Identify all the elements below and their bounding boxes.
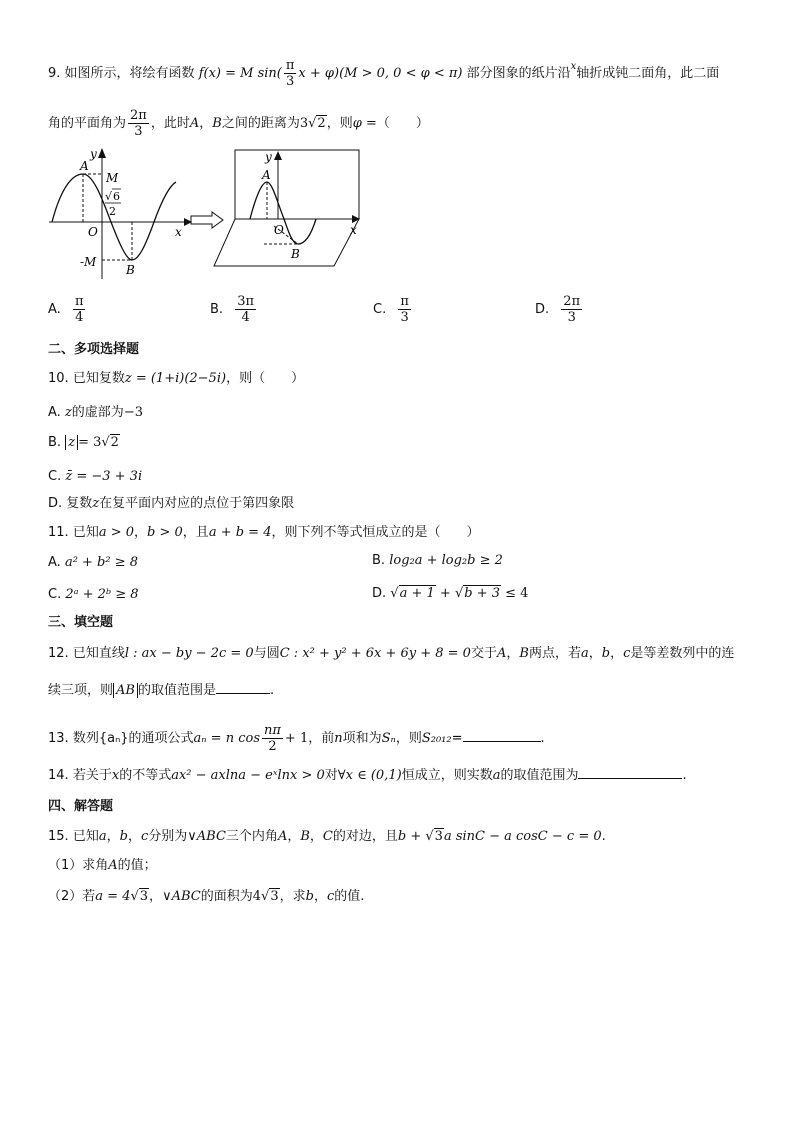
q11-option-b[interactable] bbox=[372, 553, 503, 568]
fig1-negM: -M bbox=[80, 255, 97, 269]
q9-paren: （ ） bbox=[376, 116, 429, 131]
var-A: A bbox=[108, 858, 118, 873]
q11-option-d[interactable]: D. √a + 1 + √b + 3 ≤ 4 bbox=[372, 586, 529, 601]
q9-number: 9. bbox=[48, 66, 61, 81]
given-a: a = 4 bbox=[95, 889, 131, 904]
radicand-2: b + 3 bbox=[464, 586, 501, 601]
q15-part2: （2）若a = 4√3，∨ABC的面积为4√3，求b，c的值. bbox=[48, 889, 365, 904]
q11-number: 11. bbox=[48, 525, 69, 540]
q14-answer-blank[interactable] bbox=[578, 766, 682, 779]
q15-text4: 的对边，且 bbox=[332, 829, 398, 844]
eq-radicand: 3 bbox=[434, 829, 443, 844]
cond-b: b > 0 bbox=[147, 525, 183, 540]
var-a: a bbox=[580, 646, 589, 661]
option-frac: $\frac{\pi}{3}$ bbox=[400, 294, 409, 325]
q12-answer-blank[interactable] bbox=[216, 681, 270, 694]
formula-lhs: aₙ = n cos bbox=[193, 731, 260, 746]
q11-option-c[interactable] bbox=[48, 587, 139, 602]
angle-A: A bbox=[277, 829, 288, 844]
q9-dist-rad: 2 bbox=[317, 116, 326, 131]
option-frac: $\frac{2\pi}{3}$ bbox=[563, 294, 581, 325]
q9-func-frac: $\frac{\pi}{3}$ bbox=[285, 58, 295, 89]
q12-text4: 两点，若 bbox=[528, 646, 581, 661]
fig1-B: B bbox=[126, 263, 135, 277]
option-expr: z̄ = −3 + 3i bbox=[65, 469, 143, 484]
q10-option-d[interactable] bbox=[48, 495, 294, 513]
equals: = bbox=[451, 731, 463, 746]
q15-text2: 分别为 bbox=[148, 829, 188, 844]
q9-option-d[interactable] bbox=[535, 294, 584, 325]
q9-figure-folded bbox=[212, 146, 372, 270]
point-A: A bbox=[496, 646, 507, 661]
q12-text3: 交于 bbox=[470, 646, 497, 661]
q14-text4: 恒成立，则实数 bbox=[401, 768, 493, 783]
var-n: n bbox=[334, 731, 343, 746]
option-label: D. bbox=[48, 496, 63, 511]
sep: ， bbox=[313, 889, 327, 904]
option-text: 的虚部为 bbox=[71, 405, 124, 420]
triangle: ∨ABC bbox=[162, 889, 201, 904]
var-S2012: S₂₀₁₂ bbox=[421, 731, 452, 746]
period: . bbox=[601, 829, 606, 844]
area-radicand: 3 bbox=[270, 889, 279, 904]
q12-number: 12. bbox=[48, 646, 69, 661]
option-label: A. bbox=[48, 302, 61, 317]
part2-end: 的值. bbox=[334, 889, 365, 904]
q12-line2 bbox=[48, 681, 274, 700]
option-expr: a² + b² ≥ 8 bbox=[64, 555, 139, 570]
q14-text1: 若关于 bbox=[72, 768, 112, 783]
q12-text1: 已知直线 bbox=[72, 646, 125, 661]
option-text: 在复平面内对应的点位于第四象限 bbox=[99, 496, 295, 511]
q11-option-a[interactable] bbox=[48, 555, 138, 570]
option-frac: $\frac{3\pi}{4}$ bbox=[237, 294, 255, 325]
option-radicand: 2 bbox=[110, 435, 119, 450]
fig1-M: M bbox=[106, 171, 119, 185]
fig2-x: x bbox=[350, 223, 357, 237]
var-a: a bbox=[492, 768, 501, 783]
q9-func-rhs: x + φ)(M > 0, 0 < φ < π) bbox=[298, 66, 463, 81]
sep: ， bbox=[309, 829, 323, 844]
q15-stem: 15. 已知a，b，c分别为∨ABC三个内角A，B，C的对边，且b + √3a sinC − a cosC − c = 0. bbox=[48, 829, 606, 844]
option-frac: $\frac{\pi}{4}$ bbox=[74, 294, 84, 325]
q10-text2: ，则（ ） bbox=[226, 371, 305, 386]
var-x: x bbox=[111, 768, 120, 783]
option-label: B. bbox=[372, 553, 386, 568]
fig1-O: O bbox=[88, 225, 98, 239]
option-label: C. bbox=[373, 302, 387, 317]
option-label: C. bbox=[48, 469, 62, 484]
period: . bbox=[682, 768, 687, 783]
var-b: b bbox=[305, 889, 314, 904]
option-label: B. bbox=[48, 435, 62, 450]
var-z: z bbox=[64, 405, 72, 420]
point-B: B bbox=[519, 646, 529, 661]
sep: ， bbox=[134, 525, 148, 540]
q10-stem bbox=[48, 370, 304, 388]
section-heading-2: 二、多项选择题 bbox=[48, 342, 140, 357]
option-label: C. bbox=[48, 587, 62, 602]
q10-option-a[interactable] bbox=[48, 404, 143, 422]
period: . bbox=[540, 731, 545, 746]
section-heading-4: 四、解答题 bbox=[48, 799, 114, 814]
sep: ， bbox=[610, 646, 624, 661]
q9-func-lhs: f(x) = M sin( bbox=[198, 66, 282, 81]
q9-point-A: A bbox=[189, 116, 200, 131]
q14-text5: 的取值范围为 bbox=[500, 768, 579, 783]
eq-pre: b + bbox=[397, 829, 426, 844]
q9-dist-coef: 3 bbox=[299, 116, 309, 131]
q9-phi: φ = bbox=[352, 116, 377, 131]
option-text: 复数 bbox=[66, 496, 93, 511]
q9-option-c[interactable] bbox=[373, 294, 413, 325]
var-c: c bbox=[326, 889, 335, 904]
q14-text2: 的不等式 bbox=[119, 768, 172, 783]
q13-text1: 数列{aₙ}的通项公式 bbox=[72, 731, 194, 746]
q9-option-b[interactable] bbox=[210, 294, 258, 325]
q10-option-b[interactable]: B. z = 3√2 bbox=[48, 435, 119, 450]
section-heading-3: 三、填空题 bbox=[48, 615, 114, 630]
option-expr: log₂a + log₂b ≥ 2 bbox=[389, 553, 503, 568]
q9-text6: 之间的距离为 bbox=[221, 116, 300, 131]
q13-text4: ，则 bbox=[395, 731, 422, 746]
q12-text7: 的取值范围是 bbox=[137, 683, 216, 698]
sep: ， bbox=[506, 646, 520, 661]
fig1-two: 2 bbox=[109, 205, 116, 218]
part1-end: 的值； bbox=[117, 858, 157, 873]
q14-text3: 对 bbox=[324, 768, 338, 783]
q13-text2: ，前 bbox=[308, 731, 335, 746]
option-eq: = 3 bbox=[78, 435, 102, 450]
fig1-A: A bbox=[80, 159, 89, 173]
q9-text4: 角的平面角为 bbox=[48, 116, 127, 131]
q11-stem bbox=[48, 524, 480, 542]
q12-text5: 是等差数列中的连 bbox=[630, 646, 735, 661]
radicand-1: a + 1 bbox=[399, 586, 435, 601]
q14-number: 14. bbox=[48, 768, 69, 783]
q13-answer-blank[interactable] bbox=[463, 729, 541, 742]
part2-text2: ，求 bbox=[279, 889, 306, 904]
option-value: −3 bbox=[123, 405, 143, 420]
fig2-y: y bbox=[265, 150, 272, 164]
sep: ， bbox=[588, 646, 602, 661]
option-label: D. bbox=[372, 586, 387, 601]
q9-var-x: x bbox=[570, 61, 577, 72]
cond-a: a > 0 bbox=[98, 525, 135, 540]
fig1-sqrt6: 6 bbox=[113, 190, 120, 203]
line-eq: l : ax − by − 2c = 0 bbox=[124, 646, 254, 661]
part1-text: （1）求角 bbox=[48, 858, 109, 873]
angle-C: C bbox=[322, 829, 333, 844]
fig2-A: A bbox=[262, 168, 271, 182]
q12-line1 bbox=[48, 645, 734, 663]
option-label: A. bbox=[48, 555, 61, 570]
fig1-y: y bbox=[90, 147, 97, 161]
fig1-x: x bbox=[175, 225, 182, 239]
q9-text5: ，此时 bbox=[150, 116, 190, 131]
var-c: c bbox=[140, 829, 149, 844]
q15-text1: 已知 bbox=[72, 829, 99, 844]
q9-line1 bbox=[48, 58, 719, 89]
q9-figure-sine bbox=[44, 144, 194, 284]
q10-expr: z = (1+i)(2−5i) bbox=[124, 371, 227, 386]
q13-line bbox=[48, 723, 545, 754]
q12-text6: 续三项，则 bbox=[48, 683, 114, 698]
sep: ， bbox=[127, 829, 141, 844]
q9-text2: 部分图象的纸片沿 bbox=[466, 66, 571, 81]
var-b: b bbox=[601, 646, 611, 661]
q9-point-B: B bbox=[212, 116, 222, 131]
q11-text2: ，则下列不等式恒成立的是（ ） bbox=[271, 525, 480, 540]
tail: ≤ 4 bbox=[505, 586, 529, 601]
abs-AB: AB bbox=[113, 683, 138, 698]
q9-text7: ，则 bbox=[326, 116, 353, 131]
q9-option-a[interactable] bbox=[48, 294, 87, 325]
q9-sep: ， bbox=[199, 116, 213, 131]
q9-text3: 轴折成钝二面角，此二面 bbox=[576, 66, 720, 81]
area-coef: 4 bbox=[252, 889, 262, 904]
q11-text1: 已知 bbox=[72, 525, 99, 540]
var-z: z bbox=[92, 496, 100, 511]
q13-number: 13. bbox=[48, 731, 69, 746]
formula-frac: $\frac{n\pi}{2}$ bbox=[264, 723, 281, 754]
period: . bbox=[269, 683, 275, 698]
q10-number: 10. bbox=[48, 371, 69, 386]
inequality: ax² − axlna − eˣlnx > 0 bbox=[171, 768, 325, 783]
angle-B: B bbox=[300, 829, 310, 844]
part2-text: （2）若 bbox=[48, 889, 96, 904]
formula-rhs: + 1 bbox=[284, 731, 309, 746]
option-label: D. bbox=[535, 302, 550, 317]
q15-part1 bbox=[48, 857, 157, 875]
var-Sn: Sₙ bbox=[381, 731, 396, 746]
part2-area-text: 的面积为 bbox=[200, 889, 253, 904]
plus: + bbox=[439, 586, 451, 601]
svg-text:√: √ bbox=[105, 190, 113, 203]
sep: ，且 bbox=[182, 525, 209, 540]
sep: ， bbox=[149, 889, 163, 904]
q9-angle-frac: $\frac{2\pi}{3}$ bbox=[130, 108, 147, 139]
given-a-radicand: 3 bbox=[139, 889, 149, 904]
sep: ， bbox=[287, 829, 301, 844]
option-expr: 2ᵃ + 2ᵇ ≥ 8 bbox=[65, 587, 139, 602]
q10-option-c[interactable] bbox=[48, 468, 142, 486]
var-b: b bbox=[119, 829, 128, 844]
option-label: B. bbox=[210, 302, 224, 317]
q14-line bbox=[48, 766, 687, 785]
eq-post: a sinC − a cosC − c = 0 bbox=[443, 829, 602, 844]
q15-number: 15. bbox=[48, 829, 69, 844]
q9-line2: 角的平面角为 $\frac{2\pi}{3}$ ，此时A，B之间的距离为3√2，则φ =（ ） bbox=[48, 108, 429, 139]
q13-text3: 项和为 bbox=[342, 731, 382, 746]
q15-text3: 三个内角 bbox=[225, 829, 278, 844]
var-a: a bbox=[98, 829, 107, 844]
cond-sum: a + b = 4 bbox=[208, 525, 272, 540]
triangle: ∨ABC bbox=[187, 829, 226, 844]
q12-text2: 与圆 bbox=[253, 646, 280, 661]
circle-eq: C : x² + y² + 6x + 6y + 8 = 0 bbox=[279, 646, 471, 661]
abs-z: z bbox=[65, 435, 78, 450]
q10-text1: 已知复数 bbox=[72, 371, 125, 386]
fig2-B: B bbox=[291, 247, 300, 261]
q9-text1: 如图所示，将绘有函数 bbox=[64, 66, 195, 81]
fig2-O: O bbox=[274, 223, 284, 237]
option-label: A. bbox=[48, 405, 61, 420]
var-c: c bbox=[623, 646, 631, 661]
sep: ， bbox=[106, 829, 120, 844]
domain: ∀x ∈ (0,1) bbox=[337, 768, 402, 783]
